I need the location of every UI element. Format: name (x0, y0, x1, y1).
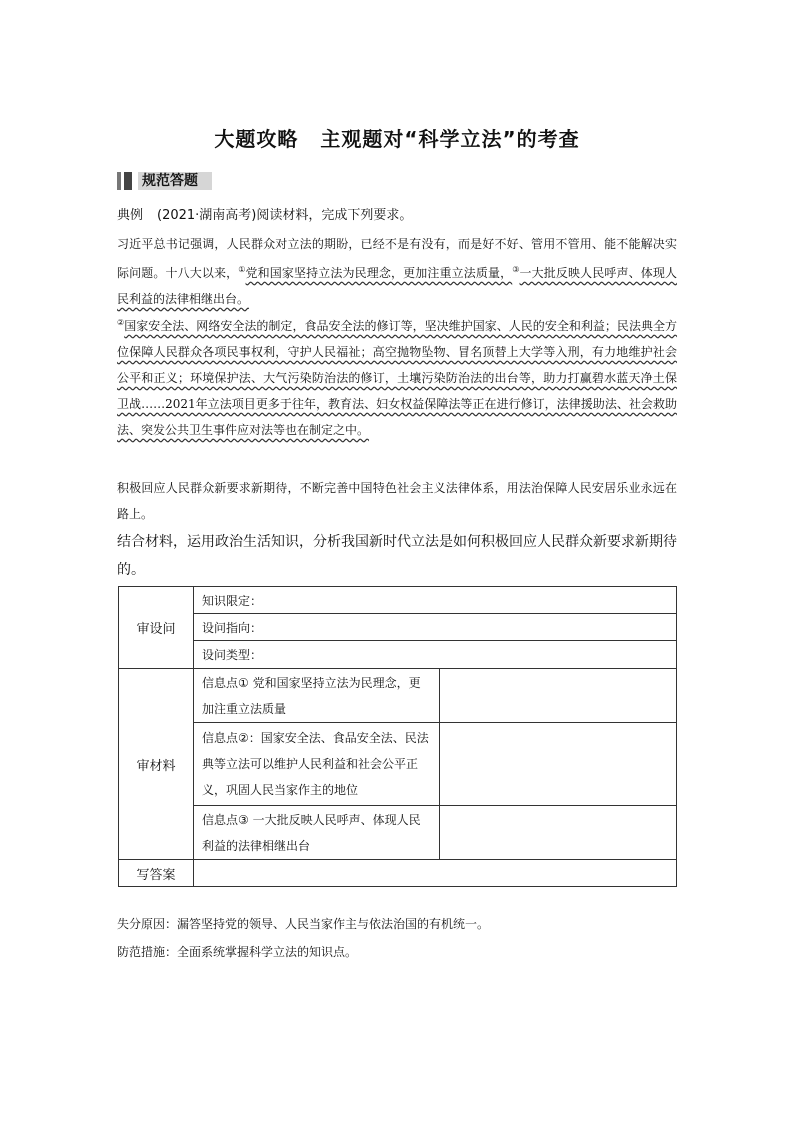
info-answer-3 (440, 806, 677, 860)
question-text: 阅读材料，完成下列要求。 (256, 208, 413, 223)
section-marker-icon (117, 172, 132, 190)
underlined-info-1: 党和国家坚持立法为民理念，更加注重立法质量， (245, 266, 513, 280)
analysis-table (118, 586, 677, 887)
info-point-3 (194, 806, 440, 860)
material-text: 习近平总书记强调，人民群众对立法的期盼，已经不是有没有，而是好不好、管用不管用、能不能解决实际问题。十八大以来， (117, 237, 677, 280)
info-text-2: ：国家安全法、食品安全法、民法典等立法可以维护人民利益和社会公平正义，巩固人民当家作主的地位 (202, 731, 429, 797)
sec-material-header: 审材料 (119, 669, 194, 860)
section-label: 规范答题 (138, 172, 212, 190)
page-title (0, 123, 794, 152)
underlined-info-2: 国家安全法、网络安全法的制定，食品安全法的修订等，坚决维护国家、人民的安全和利益；民法典全方位保障人民群众各项民事权利，守护人民福祉；高空抛物坠物、冒名顶替上大学等入刑，有力地维护社会公平和正义；环境保护法、大气污染防治法的修订，土壤污染防治法的出台等，助力打赢碧水蓝天净土保卫战……2021年立法项目更多于往年，教育法、妇女权益保障法等正在进行修订，法律援助法、社会救助法、突发公共卫生事件应对法等也在制定之中。 (117, 319, 678, 437)
material-paragraph-1 (117, 231, 677, 312)
info-point-1 (194, 669, 440, 723)
info-text-1: 党和国家坚持立法为民理念，更加注重立法质量 (202, 675, 421, 716)
info-text-3: 一大批反映人民呼声、体现人民利益的法律相继出台 (202, 812, 421, 853)
knowledge-limit-cell: 知识限定： (194, 587, 677, 614)
info-answer-1 (440, 669, 677, 723)
loss-reason (117, 914, 489, 934)
info-label-1: 信息点① (202, 675, 249, 690)
info-label-3: 信息点③ (202, 812, 249, 827)
loss-text: 漏答坚持党的领导、人民当家作主与依法治国的有机统一。 (177, 917, 490, 931)
title-part1: 大题攻略 (214, 127, 299, 151)
material-paragraph-3: 积极回应人民群众新要求新期待，不断完善中国特色社会主义法律体系，用法治保障人民安居乐业永远在路上。 (117, 481, 677, 521)
answer-cell (194, 860, 677, 887)
info-label-2: 信息点② (202, 731, 249, 745)
marker-2: ② (117, 318, 125, 327)
task-text: 结合材料，运用政治生活知识，分析我国新时代立法是如何积极回应人民群众新要求新期待的。 (117, 534, 677, 578)
sec-answer-header: 写答案 (119, 860, 194, 887)
marker-3: ③ (512, 265, 520, 274)
info-answer-2 (440, 723, 677, 806)
info-point-2 (194, 723, 440, 806)
section-heading (117, 172, 212, 190)
underlined-info-3: 一大批反映人民呼声、体现人民利益的法律相继出台。 (117, 266, 677, 306)
prevent-label: 防范措施： (117, 945, 178, 959)
loss-label: 失分原因： (117, 917, 178, 931)
prevent-text: 全面系统掌握科学立法的知识点。 (177, 945, 358, 959)
marker-1: ① (238, 265, 246, 274)
material-paragraph-2 (117, 310, 677, 443)
title-part2: 主观题对“科学立法”的考查 (320, 127, 580, 151)
question-line (117, 203, 677, 229)
question-source: (2021·湖南高考) (157, 208, 257, 223)
question-direction-cell: 设问指向： (194, 614, 677, 641)
sec-question-header: 审设问 (119, 587, 194, 669)
prevention (117, 942, 357, 962)
question-prefix: 典例 (117, 208, 144, 223)
question-type-cell: 设问类型： (194, 641, 677, 669)
